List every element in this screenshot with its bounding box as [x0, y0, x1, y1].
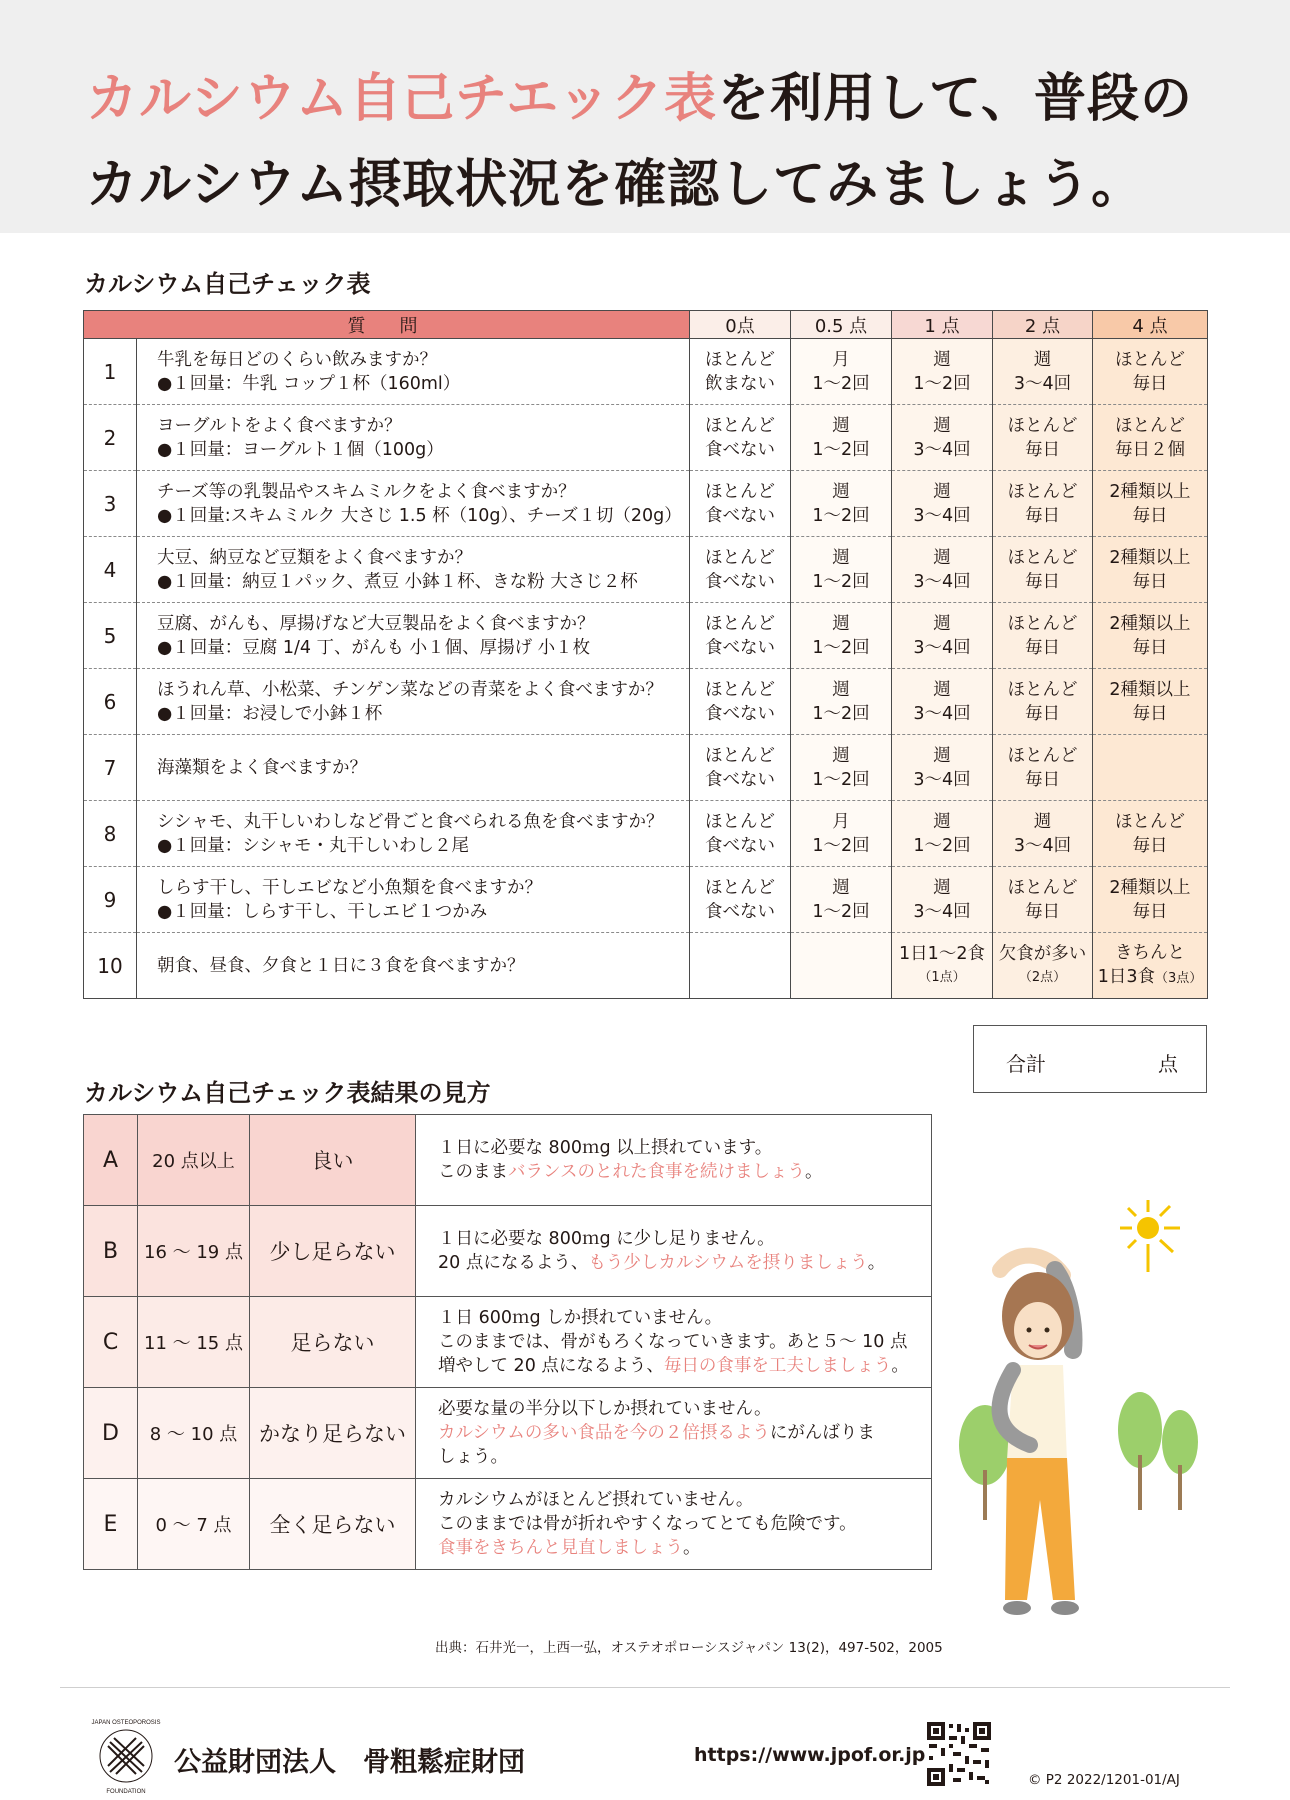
question-main: 海藻類をよく食べますか？	[157, 757, 367, 778]
answer-score-05[interactable]	[791, 339, 892, 405]
answer-line-2: 毎日	[1025, 439, 1060, 460]
answer-line-2: 3〜4回	[913, 901, 971, 922]
result-description	[416, 1479, 932, 1570]
result-range: 0 〜 7 点	[138, 1479, 250, 1570]
question-amount: ●１回量：牛乳 コップ１杯（160ml）	[157, 373, 461, 394]
question-text	[137, 801, 690, 867]
answer-line-2: 3〜4回	[913, 769, 971, 790]
answer-score-05[interactable]	[791, 801, 892, 867]
answer-line-2: 毎日	[1132, 835, 1168, 856]
question-main: 大豆、納豆など豆類をよく食べますか？	[157, 547, 472, 568]
answer-score-2[interactable]	[993, 471, 1093, 537]
answer-score-0[interactable]	[690, 405, 791, 471]
logo-text-bottom: FOUNDATION	[106, 1789, 146, 1795]
answer-line-1: 2種類以上	[1109, 679, 1191, 700]
headline-line-2: カルシウム摂取状況を確認してみましょう。	[86, 155, 1145, 215]
answer-line-2: 3〜4回	[1013, 373, 1072, 394]
question-main: しらす干し、干しエビなど小魚類を食べますか？	[157, 877, 542, 898]
question-text	[137, 735, 690, 801]
answer-line-2: 毎日	[1132, 571, 1168, 592]
result-line-2	[438, 1421, 931, 1445]
question-amount: ●１回量:スキムミルク 大さじ 1.5 杯（10g）、チーズ１切（20g）	[157, 505, 682, 526]
result-row	[84, 1479, 932, 1570]
total-unit: 点	[1158, 1052, 1178, 1076]
answer-line-2: 1〜2回	[812, 835, 870, 856]
answer-line-1: 週	[933, 613, 951, 634]
check-row	[84, 735, 1208, 801]
check-row	[84, 801, 1208, 867]
result-line-1: １日 600ｍg しか摂れていません。	[438, 1308, 723, 1328]
answer-line-2: 食べない	[705, 769, 775, 790]
answer-line-1: 週	[832, 547, 850, 568]
qr-code[interactable]	[925, 1720, 993, 1788]
answer-line-1: 月	[832, 811, 850, 832]
result-grade: D	[84, 1388, 138, 1479]
text-plain: しょう。	[438, 1447, 508, 1467]
text-plain: このままでは、骨がもろくなっていきます。あと５〜 10 点	[438, 1332, 908, 1352]
header-score-2: 2 点	[993, 311, 1093, 339]
text-plain: 。	[891, 1356, 909, 1376]
answer-line-1: 2種類以上	[1109, 613, 1191, 634]
answer-line-2: 3〜4回	[913, 637, 971, 658]
answer-score-2[interactable]	[993, 339, 1093, 405]
answer-score-2[interactable]	[993, 933, 1093, 999]
answer-main: 1日3食	[1097, 966, 1155, 987]
answer-line-1: 週	[832, 745, 850, 766]
answer-line-1: 週	[933, 481, 951, 502]
answer-line-1: ほとんど	[1007, 679, 1078, 700]
answer-score-4[interactable]	[1093, 537, 1208, 603]
question-text	[137, 933, 690, 999]
question-main: ほうれん草、小松菜、チンゲン菜などの青菜をよく食べますか？	[157, 679, 663, 700]
text-highlight: 食事をきちんと見直しましょう	[438, 1538, 683, 1558]
answer-score-0[interactable]	[690, 537, 791, 603]
answer-score-4[interactable]	[1093, 405, 1208, 471]
answer-score-1[interactable]	[892, 933, 993, 999]
answer-line-1: 2種類以上	[1109, 481, 1191, 502]
answer-line-2: 食べない	[705, 901, 775, 922]
question-amount: ●１回量：お浸しで小鉢１杯	[157, 703, 383, 724]
text-highlight: バランスのとれた食事を続けましょう	[508, 1162, 805, 1182]
total-label: 合計	[1006, 1052, 1046, 1076]
answer-line-1: ほとんど	[705, 613, 775, 634]
answer-line-1: ほとんど	[705, 811, 775, 832]
answer-score-0[interactable]	[690, 471, 791, 537]
answer-line-1: 週	[1033, 349, 1052, 370]
check-table	[83, 310, 1208, 999]
question-text	[137, 339, 690, 405]
answer-line-1: ほとんど	[1115, 415, 1185, 436]
answer-score-4[interactable]	[1093, 933, 1208, 999]
question-text	[137, 669, 690, 735]
result-label: 全く足らない	[250, 1479, 416, 1570]
answer-line-1: ほとんど	[1007, 415, 1078, 436]
answer-line-1: 週	[832, 679, 850, 700]
text-plain: 20 点になるよう、	[438, 1253, 589, 1273]
question-number: 5	[84, 603, 137, 669]
document-code: © P2 2022/1201-01/AJ	[1028, 1772, 1180, 1788]
check-row	[84, 339, 1208, 405]
question-amount: ●１回量：ヨーグルト１個（100g）	[157, 439, 444, 460]
result-line-2	[438, 1160, 931, 1184]
answer-line-1: 週	[933, 877, 951, 898]
answer-line-1: ほとんど	[1115, 349, 1185, 370]
result-row	[84, 1388, 932, 1479]
answer-line-1: ほとんど	[1007, 547, 1078, 568]
answer-score-0[interactable]	[690, 339, 791, 405]
answer-note: （1点）	[918, 969, 966, 985]
answer-line-2: 毎日	[1025, 703, 1060, 724]
header-question: 質 問	[84, 311, 690, 339]
text-plain: 増やして 20 点になるよう、	[438, 1356, 664, 1376]
question-amount: ●１回量：しらす干し、干しエビ１つかみ	[157, 901, 488, 922]
answer-line-2: 1〜2回	[812, 373, 870, 394]
result-line-2	[438, 1512, 931, 1536]
answer-line-2: 食べない	[705, 835, 775, 856]
result-line-1: 必要な量の半分以下しか摂れていません。	[438, 1399, 772, 1419]
answer-line-2: 毎日	[1132, 505, 1168, 526]
result-grade: B	[84, 1206, 138, 1297]
foundation-logo	[86, 1716, 166, 1796]
answer-line-2: 1〜2回	[812, 505, 870, 526]
question-number: 3	[84, 471, 137, 537]
answer-score-4[interactable]	[1093, 339, 1208, 405]
result-line-3	[438, 1445, 931, 1469]
answer-score-2[interactable]	[993, 735, 1093, 801]
answer-score-05	[791, 933, 892, 999]
answer-line-1: 週	[933, 349, 951, 370]
result-grade: E	[84, 1479, 138, 1570]
answer-line-2: 3〜4回	[913, 703, 971, 724]
question-amount: ●１回量：納豆１パック、煮豆 小鉢１杯、きな粉 大さじ２杯	[157, 571, 638, 592]
answer-score-0[interactable]	[690, 867, 791, 933]
result-row	[84, 1206, 932, 1297]
answer-line-1: ほとんど	[705, 415, 775, 436]
answer-score-2[interactable]	[993, 603, 1093, 669]
answer-line-2: 食べない	[705, 505, 775, 526]
check-row	[84, 867, 1208, 933]
result-range: 8 〜 10 点	[138, 1388, 250, 1479]
answer-line-1: 週	[933, 415, 951, 436]
answer-line-2: 飲まない	[705, 373, 775, 394]
question-main: 朝食、昼食、夕食と１日に３食を食べますか？	[157, 955, 525, 976]
check-row	[84, 471, 1208, 537]
answer-line-1: ほとんど	[705, 481, 775, 502]
answer-score-4[interactable]	[1093, 801, 1208, 867]
answer-score-1[interactable]	[892, 537, 993, 603]
result-label: かなり足らない	[250, 1388, 416, 1479]
answer-line-2: 毎日	[1025, 505, 1060, 526]
result-grade: C	[84, 1297, 138, 1388]
answer-score-05[interactable]	[791, 669, 892, 735]
result-line-1: １日に必要な 800ｍg 以上摂れています。	[438, 1138, 773, 1158]
answer-line-1: ほとんど	[1115, 811, 1185, 832]
result-label: 足らない	[250, 1297, 416, 1388]
headline-rest: を利用して、普段の	[717, 69, 1194, 129]
answer-score-1[interactable]	[892, 603, 993, 669]
result-description	[416, 1206, 932, 1297]
question-main: チーズ等の乳製品やスキムミルクをよく食べますか？	[157, 481, 576, 502]
answer-line-1: ほとんど	[705, 877, 775, 898]
result-range: 16 〜 19 点	[138, 1206, 250, 1297]
answer-score-2[interactable]	[993, 867, 1093, 933]
text-plain: このまま	[438, 1162, 508, 1182]
answer-line-1: 週	[1033, 811, 1052, 832]
answer-score-4[interactable]	[1093, 735, 1208, 801]
woman-figure	[1000, 1256, 1079, 1615]
check-table-title: カルシウム自己チェック表	[84, 270, 371, 298]
answer-line-1: 週	[832, 481, 850, 502]
answer-line-2: 毎日	[1025, 769, 1060, 790]
answer-line-1: ほとんど	[1007, 877, 1078, 898]
result-description	[416, 1297, 932, 1388]
text-plain: このままでは骨が折れやすくなってとても危険です。	[438, 1514, 857, 1534]
result-line-2	[438, 1330, 931, 1354]
answer-line-2: 食べない	[705, 703, 775, 724]
headline-line-1	[86, 56, 1193, 131]
answer-line-2: 1〜2回	[812, 439, 870, 460]
answer-line-2: 3〜4回	[1013, 835, 1072, 856]
headline-accent: カルシウム自己チエック表	[86, 69, 718, 129]
answer-line-1: 週	[933, 811, 951, 832]
answer-line-2: 1〜2回	[913, 835, 971, 856]
answer-score-05[interactable]	[791, 735, 892, 801]
question-number: 8	[84, 801, 137, 867]
question-text	[137, 603, 690, 669]
question-main: 豆腐、がんも、厚揚げなど大豆製品をよく食べますか？	[157, 613, 595, 634]
question-text	[137, 405, 690, 471]
check-table-header	[84, 311, 1208, 339]
answer-line-2	[1095, 965, 1205, 991]
question-number: 1	[84, 339, 137, 405]
organization-name: 公益財団法人 骨粗鬆症財団	[174, 1747, 525, 1778]
answer-line-1: ほとんど	[705, 679, 775, 700]
answer-line-2: 1〜2回	[812, 901, 870, 922]
text-plain: 。	[804, 1162, 823, 1182]
logo-text-top: JAPAN OSTEOPOROSIS	[91, 1720, 161, 1726]
question-number: 9	[84, 867, 137, 933]
answer-line-1: 2種類以上	[1109, 547, 1191, 568]
check-row	[84, 537, 1208, 603]
answer-score-2[interactable]	[993, 801, 1093, 867]
answer-line-1: 週	[933, 547, 951, 568]
answer-score-0[interactable]	[690, 735, 791, 801]
question-number: 6	[84, 669, 137, 735]
answer-score-05[interactable]	[791, 405, 892, 471]
answer-line-2: 1〜2回	[812, 769, 870, 790]
answer-score-4[interactable]	[1093, 603, 1208, 669]
result-label: 良い	[250, 1115, 416, 1206]
answer-score-0[interactable]	[690, 669, 791, 735]
question-amount: ●１回量：豆腐 1/4 丁、がんも 小１個、厚揚げ 小１枚	[157, 637, 591, 658]
answer-line-2: 3〜4回	[913, 505, 971, 526]
question-amount: ●１回量：シシャモ・丸干しいわし２尾	[157, 835, 469, 856]
answer-line-1: ほとんど	[705, 547, 775, 568]
question-main: ヨーグルトをよく食べますか？	[157, 415, 402, 436]
answer-line-2: 1〜2回	[913, 373, 971, 394]
header-score-0: 0点	[690, 311, 791, 339]
answer-score-4[interactable]	[1093, 471, 1208, 537]
result-range: 11 〜 15 点	[138, 1297, 250, 1388]
answer-score-1[interactable]	[892, 801, 993, 867]
text-highlight: もう少しカルシウムを摂りましょう	[588, 1253, 868, 1273]
answer-line-2: 食べない	[705, 571, 775, 592]
result-table	[83, 1114, 932, 1570]
answer-line-2: 毎日	[1132, 637, 1168, 658]
answer-line-2: 毎日	[1025, 571, 1060, 592]
text-plain: にがんばりま	[769, 1423, 875, 1443]
answer-line-1: 欠食が多い	[998, 943, 1087, 964]
answer-line-1: ほとんど	[1007, 613, 1078, 634]
answer-line-2: 毎日	[1132, 901, 1168, 922]
answer-line-1: 1日1〜2食	[899, 943, 985, 964]
result-line-1: １日に必要な 800ｍg に少し足りません。	[438, 1229, 775, 1249]
question-text	[137, 537, 690, 603]
answer-note: （2点）	[1018, 969, 1067, 985]
footer-divider	[60, 1687, 1230, 1688]
header-score-1: 1 点	[892, 311, 993, 339]
sun-icon	[1120, 1200, 1180, 1272]
question-main: シシャモ、丸干しいわしなど骨ごと食べられる魚を食べますか？	[157, 811, 664, 832]
result-row	[84, 1115, 932, 1206]
answer-score-1[interactable]	[892, 735, 993, 801]
answer-line-1: 月	[832, 349, 850, 370]
result-line-1: カルシウムがほとんど摂れていません。	[438, 1490, 754, 1510]
answer-line-1: ほとんど	[1007, 481, 1078, 502]
answer-score-05[interactable]	[791, 537, 892, 603]
header-score-05: 0.5 点	[791, 311, 892, 339]
check-row	[84, 933, 1208, 999]
answer-score-1[interactable]	[892, 339, 993, 405]
question-number: 4	[84, 537, 137, 603]
text-plain: 。	[867, 1253, 886, 1273]
answer-line-2: 1〜2回	[812, 571, 870, 592]
question-number: 2	[84, 405, 137, 471]
answer-score-1[interactable]	[892, 405, 993, 471]
text-plain: 。	[683, 1538, 701, 1558]
answer-line-2: 毎日	[1132, 373, 1168, 394]
result-grade: A	[84, 1115, 138, 1206]
answer-line-2: 3〜4回	[913, 439, 971, 460]
answer-line-1: ほとんど	[705, 745, 775, 766]
answer-line-2: 毎日	[1132, 703, 1168, 724]
answer-line-2: 食べない	[705, 637, 775, 658]
result-range: 20 点以上	[138, 1115, 250, 1206]
answer-score-1[interactable]	[892, 867, 993, 933]
result-line-3	[438, 1536, 931, 1560]
answer-score-4[interactable]	[1093, 669, 1208, 735]
answer-score-0[interactable]	[690, 801, 791, 867]
website-link[interactable]: https://www.jpof.or.jp	[694, 1744, 926, 1766]
answer-line-2: 3〜4回	[913, 571, 971, 592]
answer-line-1: 週	[933, 745, 951, 766]
answer-score-4[interactable]	[1093, 867, 1208, 933]
result-line-3	[438, 1354, 931, 1378]
question-number: 10	[84, 933, 137, 999]
text-highlight: カルシウムの多い食品を今の２倍摂るよう	[438, 1423, 770, 1443]
answer-score-1[interactable]	[892, 471, 993, 537]
question-text	[137, 471, 690, 537]
answer-score-05[interactable]	[791, 867, 892, 933]
question-text	[137, 867, 690, 933]
answer-line-1: きちんと	[1115, 942, 1185, 963]
result-table-title: カルシウム自己チェック表結果の見方	[84, 1079, 491, 1107]
answer-line-1: ほとんど	[1007, 745, 1078, 766]
result-line-2	[438, 1251, 931, 1275]
check-row	[84, 405, 1208, 471]
check-row	[84, 669, 1208, 735]
answer-line-1: 週	[832, 415, 850, 436]
answer-score-2[interactable]	[993, 405, 1093, 471]
text-highlight: 毎日の食事を工夫しましょう	[663, 1356, 892, 1376]
answer-line-2: 毎日	[1025, 637, 1060, 658]
answer-score-2[interactable]	[993, 537, 1093, 603]
answer-score-2[interactable]	[993, 669, 1093, 735]
question-main: 牛乳を毎日どのくらい飲みますか？	[157, 349, 437, 370]
result-label: 少し足らない	[250, 1206, 416, 1297]
answer-line-2: 1〜2回	[812, 637, 870, 658]
answer-line-2: 1〜2回	[812, 703, 870, 724]
headline-banner	[0, 0, 1290, 233]
answer-score-05[interactable]	[791, 603, 892, 669]
answer-line-2: 毎日	[1025, 901, 1060, 922]
answer-line-1: ほとんど	[705, 349, 775, 370]
answer-line-1: 週	[832, 877, 850, 898]
stretching-woman-illustration	[945, 1180, 1235, 1660]
answer-score-1[interactable]	[892, 669, 993, 735]
source-citation: 出典：石井光一，上西一弘，オステオポローシスジャパン 13(2)，497-502，2005	[435, 1640, 943, 1656]
answer-score-0	[690, 933, 791, 999]
answer-line-1: 週	[832, 613, 850, 634]
answer-note: （3点）	[1155, 970, 1203, 986]
question-number: 7	[84, 735, 137, 801]
answer-line-2: 毎日２個	[1115, 439, 1185, 460]
total-score-box[interactable]	[973, 1025, 1207, 1093]
result-description	[416, 1388, 932, 1479]
answer-score-0[interactable]	[690, 603, 791, 669]
result-row	[84, 1297, 932, 1388]
header-score-4: 4 点	[1093, 311, 1208, 339]
answer-line-1: 週	[933, 679, 951, 700]
answer-line-2: 食べない	[705, 439, 775, 460]
check-row	[84, 603, 1208, 669]
answer-line-1: 2種類以上	[1109, 877, 1191, 898]
answer-score-05[interactable]	[791, 471, 892, 537]
result-description	[416, 1115, 932, 1206]
